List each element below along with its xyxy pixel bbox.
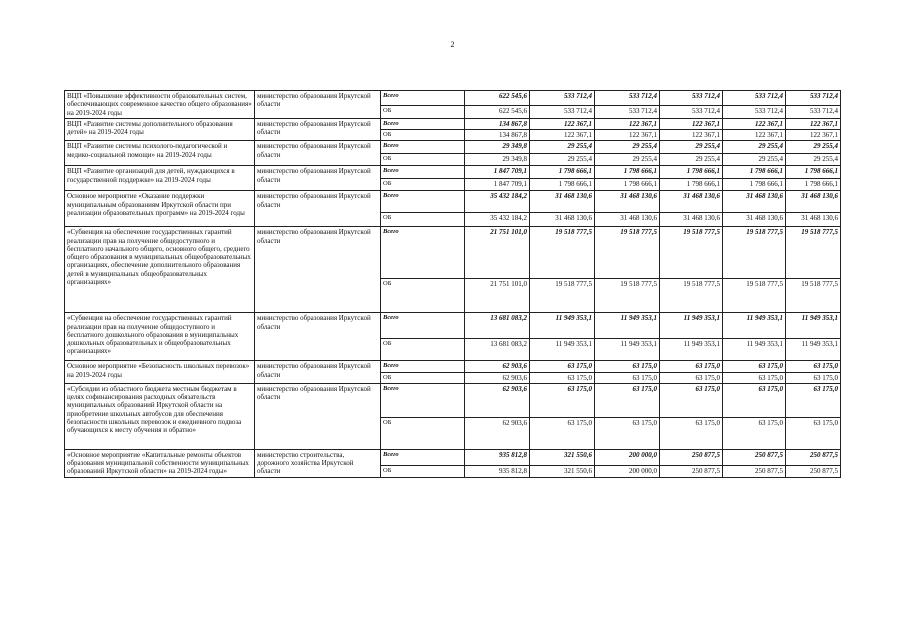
total-value-cell: 29 255,4: [530, 141, 595, 154]
ob-value-cell: 35 432 184,2: [465, 213, 530, 227]
ob-value-cell: 19 518 777,5: [530, 279, 595, 313]
total-value-cell: 250 877,5: [723, 449, 786, 465]
total-value-cell: 1 798 666,1: [786, 166, 841, 179]
total-value-cell: 29 349,8: [465, 141, 530, 154]
source-label-total: Всего: [381, 191, 465, 213]
table-row: [65, 91, 841, 106]
program-name-cell: «Субсидии из областного бюджета местным бюджетам в целях софинансирования расходных обязательств муниципальных образований Иркутской области на приобретение школьных автобусов для обеспечения безопасности школьных перевозок и ежедневного подвоза обучающихся к месту обучения и обратно»: [65, 383, 255, 449]
ob-value-cell: 122 367,1: [660, 130, 723, 141]
ob-value-cell: 533 712,4: [786, 105, 841, 118]
ob-value-cell: 122 367,1: [595, 130, 660, 141]
total-value-cell: 35 432 184,2: [465, 191, 530, 213]
source-label-ob: ОБ: [381, 372, 465, 383]
program-name-cell: «Субвенция на обеспечение государственных гарантий реализации прав на получение общедоступного и бесплатного начального общего, основного общего, среднего общего образования в муниципальных общеобразовательных организациях, обеспечение дополнительного образования детей в муниципальных общеобразовательных организациях»: [65, 227, 255, 313]
source-label-total: Всего: [381, 383, 465, 417]
ob-value-cell: 29 255,4: [723, 154, 786, 166]
total-value-cell: 122 367,1: [660, 118, 723, 129]
ob-value-cell: 11 949 353,1: [786, 339, 841, 361]
table-row: [65, 383, 841, 417]
executor-cell: министерство образования Иркутской области: [255, 91, 381, 119]
total-value-cell: 11 949 353,1: [786, 313, 841, 339]
source-label-ob: ОБ: [381, 417, 465, 449]
total-value-cell: 31 468 130,6: [660, 191, 723, 213]
table-row: [65, 141, 841, 154]
ob-value-cell: 63 175,0: [723, 417, 786, 449]
ob-value-cell: 321 550,6: [530, 465, 595, 477]
page-number: 2: [450, 40, 455, 49]
table-row: [65, 227, 841, 279]
source-label-ob: ОБ: [381, 179, 465, 191]
executor-cell: министерство образования Иркутской области: [255, 191, 381, 227]
ob-value-cell: 533 712,4: [660, 105, 723, 118]
financing-table: [64, 90, 841, 478]
program-name-cell: «Основное мероприятие «Капитальные ремонты объектов образования муниципальной собственности муниципальных образований Иркутской области» на 2019-2024 годы»: [65, 449, 255, 477]
total-value-cell: 19 518 777,5: [595, 227, 660, 279]
table-row: [65, 166, 841, 179]
ob-value-cell: 29 255,4: [786, 154, 841, 166]
ob-value-cell: 250 877,5: [723, 465, 786, 477]
ob-value-cell: 935 812,8: [465, 465, 530, 477]
ob-value-cell: 63 175,0: [660, 372, 723, 383]
ob-value-cell: 1 798 666,1: [530, 179, 595, 191]
source-label-total: Всего: [381, 361, 465, 372]
program-name-cell: ВЦП «Развитие системы дополнительного образования детей» на 2019-2024 годы: [65, 118, 255, 141]
executor-cell: министерство образования Иркутской области: [255, 118, 381, 141]
ob-value-cell: 122 367,1: [530, 130, 595, 141]
source-label-ob: ОБ: [381, 339, 465, 361]
ob-value-cell: 122 367,1: [723, 130, 786, 141]
total-value-cell: 122 367,1: [530, 118, 595, 129]
total-value-cell: 1 798 666,1: [660, 166, 723, 179]
executor-cell: министерство образования Иркутской области: [255, 166, 381, 191]
source-label-ob: ОБ: [381, 213, 465, 227]
source-label-total: Всего: [381, 313, 465, 339]
total-value-cell: 19 518 777,5: [786, 227, 841, 279]
total-value-cell: 29 255,4: [723, 141, 786, 154]
executor-cell: министерство образования Иркутской области: [255, 141, 381, 166]
total-value-cell: 63 175,0: [723, 361, 786, 372]
ob-value-cell: 29 255,4: [595, 154, 660, 166]
ob-value-cell: 62 903,6: [465, 372, 530, 383]
total-value-cell: 31 468 130,6: [530, 191, 595, 213]
total-value-cell: 1 798 666,1: [723, 166, 786, 179]
executor-cell: министерство строительства, дорожного хозяйства Иркутской области: [255, 449, 381, 477]
program-name-cell: ВЦП «Развитие организаций для детей, нуждающихся в государственной поддержке» на 2019-2024 годы: [65, 166, 255, 191]
total-value-cell: 11 949 353,1: [660, 313, 723, 339]
ob-value-cell: 21 751 101,0: [465, 279, 530, 313]
ob-value-cell: 62 903,6: [465, 417, 530, 449]
total-value-cell: 250 877,5: [786, 449, 841, 465]
total-value-cell: 122 367,1: [786, 118, 841, 129]
total-value-cell: 11 949 353,1: [595, 313, 660, 339]
total-value-cell: 321 550,6: [530, 449, 595, 465]
ob-value-cell: 1 798 666,1: [660, 179, 723, 191]
source-label-total: Всего: [381, 166, 465, 179]
total-value-cell: 11 949 353,1: [530, 313, 595, 339]
table-row: [65, 361, 841, 372]
total-value-cell: 1 798 666,1: [595, 166, 660, 179]
ob-value-cell: 63 175,0: [530, 372, 595, 383]
source-label-total: Всего: [381, 141, 465, 154]
total-value-cell: 622 545,6: [465, 91, 530, 106]
total-value-cell: 63 175,0: [660, 383, 723, 417]
source-label-ob: ОБ: [381, 130, 465, 141]
ob-value-cell: 134 867,8: [465, 130, 530, 141]
total-value-cell: 63 175,0: [530, 383, 595, 417]
ob-value-cell: 11 949 353,1: [530, 339, 595, 361]
ob-value-cell: 19 518 777,5: [786, 279, 841, 313]
table-row: [65, 449, 841, 465]
program-name-cell: Основное мероприятие «Безопасность школьных перевозок» на 2019-2024 годы: [65, 361, 255, 384]
total-value-cell: 533 712,4: [530, 91, 595, 106]
total-value-cell: 63 175,0: [530, 361, 595, 372]
table-row: [65, 313, 841, 339]
ob-value-cell: 31 468 130,6: [530, 213, 595, 227]
source-label-ob: ОБ: [381, 105, 465, 118]
executor-cell: министерство образования Иркутской области: [255, 383, 381, 449]
program-name-cell: ВЦП «Развитие системы психолого-педагогической и медико-социальной помощи» на 2019-2024 годы: [65, 141, 255, 166]
total-value-cell: 63 175,0: [595, 361, 660, 372]
ob-value-cell: 13 681 083,2: [465, 339, 530, 361]
total-value-cell: 19 518 777,5: [530, 227, 595, 279]
ob-value-cell: 31 468 130,6: [786, 213, 841, 227]
total-value-cell: 31 468 130,6: [595, 191, 660, 213]
total-value-cell: 19 518 777,5: [723, 227, 786, 279]
ob-value-cell: 533 712,4: [595, 105, 660, 118]
source-label-total: Всего: [381, 91, 465, 106]
ob-value-cell: 533 712,4: [723, 105, 786, 118]
ob-value-cell: 63 175,0: [786, 372, 841, 383]
program-name-cell: «Субвенция на обеспечение государственных гарантий реализации прав на получение общедоступного и бесплатного дошкольного образования в муниципальных дошкольных образовательных и общеобразовательных организациях»: [65, 313, 255, 361]
ob-value-cell: 19 518 777,5: [595, 279, 660, 313]
program-name-cell: Основное мероприятие «Оказание поддержки муниципальным образованиям Иркутской области при реализации образовательных программ» на 2019-2024 годы: [65, 191, 255, 227]
executor-cell: министерство образования Иркутской области: [255, 361, 381, 384]
ob-value-cell: 1 798 666,1: [595, 179, 660, 191]
program-name-cell: ВЦП «Повышение эффективности образовательных систем, обеспечивающих современное качество общего образования» на 2019-2024 годы: [65, 91, 255, 119]
ob-value-cell: 29 349,8: [465, 154, 530, 166]
total-value-cell: 31 468 130,6: [723, 191, 786, 213]
total-value-cell: 29 255,4: [595, 141, 660, 154]
ob-value-cell: 31 468 130,6: [595, 213, 660, 227]
source-label-ob: ОБ: [381, 465, 465, 477]
ob-value-cell: 122 367,1: [786, 130, 841, 141]
executor-cell: министерство образования Иркутской области: [255, 313, 381, 361]
total-value-cell: 1 847 709,1: [465, 166, 530, 179]
ob-value-cell: 63 175,0: [595, 417, 660, 449]
total-value-cell: 1 798 666,1: [530, 166, 595, 179]
ob-value-cell: 11 949 353,1: [723, 339, 786, 361]
ob-value-cell: 1 847 709,1: [465, 179, 530, 191]
total-value-cell: 533 712,4: [660, 91, 723, 106]
ob-value-cell: 19 518 777,5: [660, 279, 723, 313]
total-value-cell: 935 812,8: [465, 449, 530, 465]
table-row: [65, 191, 841, 213]
total-value-cell: 122 367,1: [595, 118, 660, 129]
total-value-cell: 29 255,4: [786, 141, 841, 154]
ob-value-cell: 31 468 130,6: [723, 213, 786, 227]
ob-value-cell: 533 712,4: [530, 105, 595, 118]
total-value-cell: 63 175,0: [660, 361, 723, 372]
total-value-cell: 21 751 101,0: [465, 227, 530, 279]
ob-value-cell: 622 545,6: [465, 105, 530, 118]
ob-value-cell: 63 175,0: [530, 417, 595, 449]
ob-value-cell: 1 798 666,1: [723, 179, 786, 191]
total-value-cell: 134 867,8: [465, 118, 530, 129]
ob-value-cell: 29 255,4: [660, 154, 723, 166]
total-value-cell: 533 712,4: [786, 91, 841, 106]
ob-value-cell: 11 949 353,1: [660, 339, 723, 361]
ob-value-cell: 31 468 130,6: [660, 213, 723, 227]
source-label-ob: ОБ: [381, 154, 465, 166]
ob-value-cell: 1 798 666,1: [786, 179, 841, 191]
total-value-cell: 250 877,5: [660, 449, 723, 465]
total-value-cell: 62 903,6: [465, 361, 530, 372]
ob-value-cell: 63 175,0: [723, 372, 786, 383]
ob-value-cell: 250 877,5: [786, 465, 841, 477]
total-value-cell: 533 712,4: [723, 91, 786, 106]
total-value-cell: 29 255,4: [660, 141, 723, 154]
ob-value-cell: 63 175,0: [786, 417, 841, 449]
ob-value-cell: 250 877,5: [660, 465, 723, 477]
ob-value-cell: 11 949 353,1: [595, 339, 660, 361]
ob-value-cell: 63 175,0: [595, 372, 660, 383]
total-value-cell: 62 903,6: [465, 383, 530, 417]
total-value-cell: 63 175,0: [595, 383, 660, 417]
total-value-cell: 122 367,1: [723, 118, 786, 129]
total-value-cell: 533 712,4: [595, 91, 660, 106]
total-value-cell: 19 518 777,5: [660, 227, 723, 279]
total-value-cell: 63 175,0: [723, 383, 786, 417]
ob-value-cell: 63 175,0: [660, 417, 723, 449]
ob-value-cell: 200 000,0: [595, 465, 660, 477]
total-value-cell: 31 468 130,6: [786, 191, 841, 213]
total-value-cell: 13 681 083,2: [465, 313, 530, 339]
source-label-total: Всего: [381, 227, 465, 279]
ob-value-cell: 19 518 777,5: [723, 279, 786, 313]
total-value-cell: 63 175,0: [786, 361, 841, 372]
source-label-total: Всего: [381, 449, 465, 465]
executor-cell: министерство образования Иркутской области: [255, 227, 381, 313]
ob-value-cell: 29 255,4: [530, 154, 595, 166]
table-row: [65, 118, 841, 129]
source-label-total: Всего: [381, 118, 465, 129]
total-value-cell: 11 949 353,1: [723, 313, 786, 339]
total-value-cell: 200 000,0: [595, 449, 660, 465]
total-value-cell: 63 175,0: [786, 383, 841, 417]
source-label-ob: ОБ: [381, 279, 465, 313]
